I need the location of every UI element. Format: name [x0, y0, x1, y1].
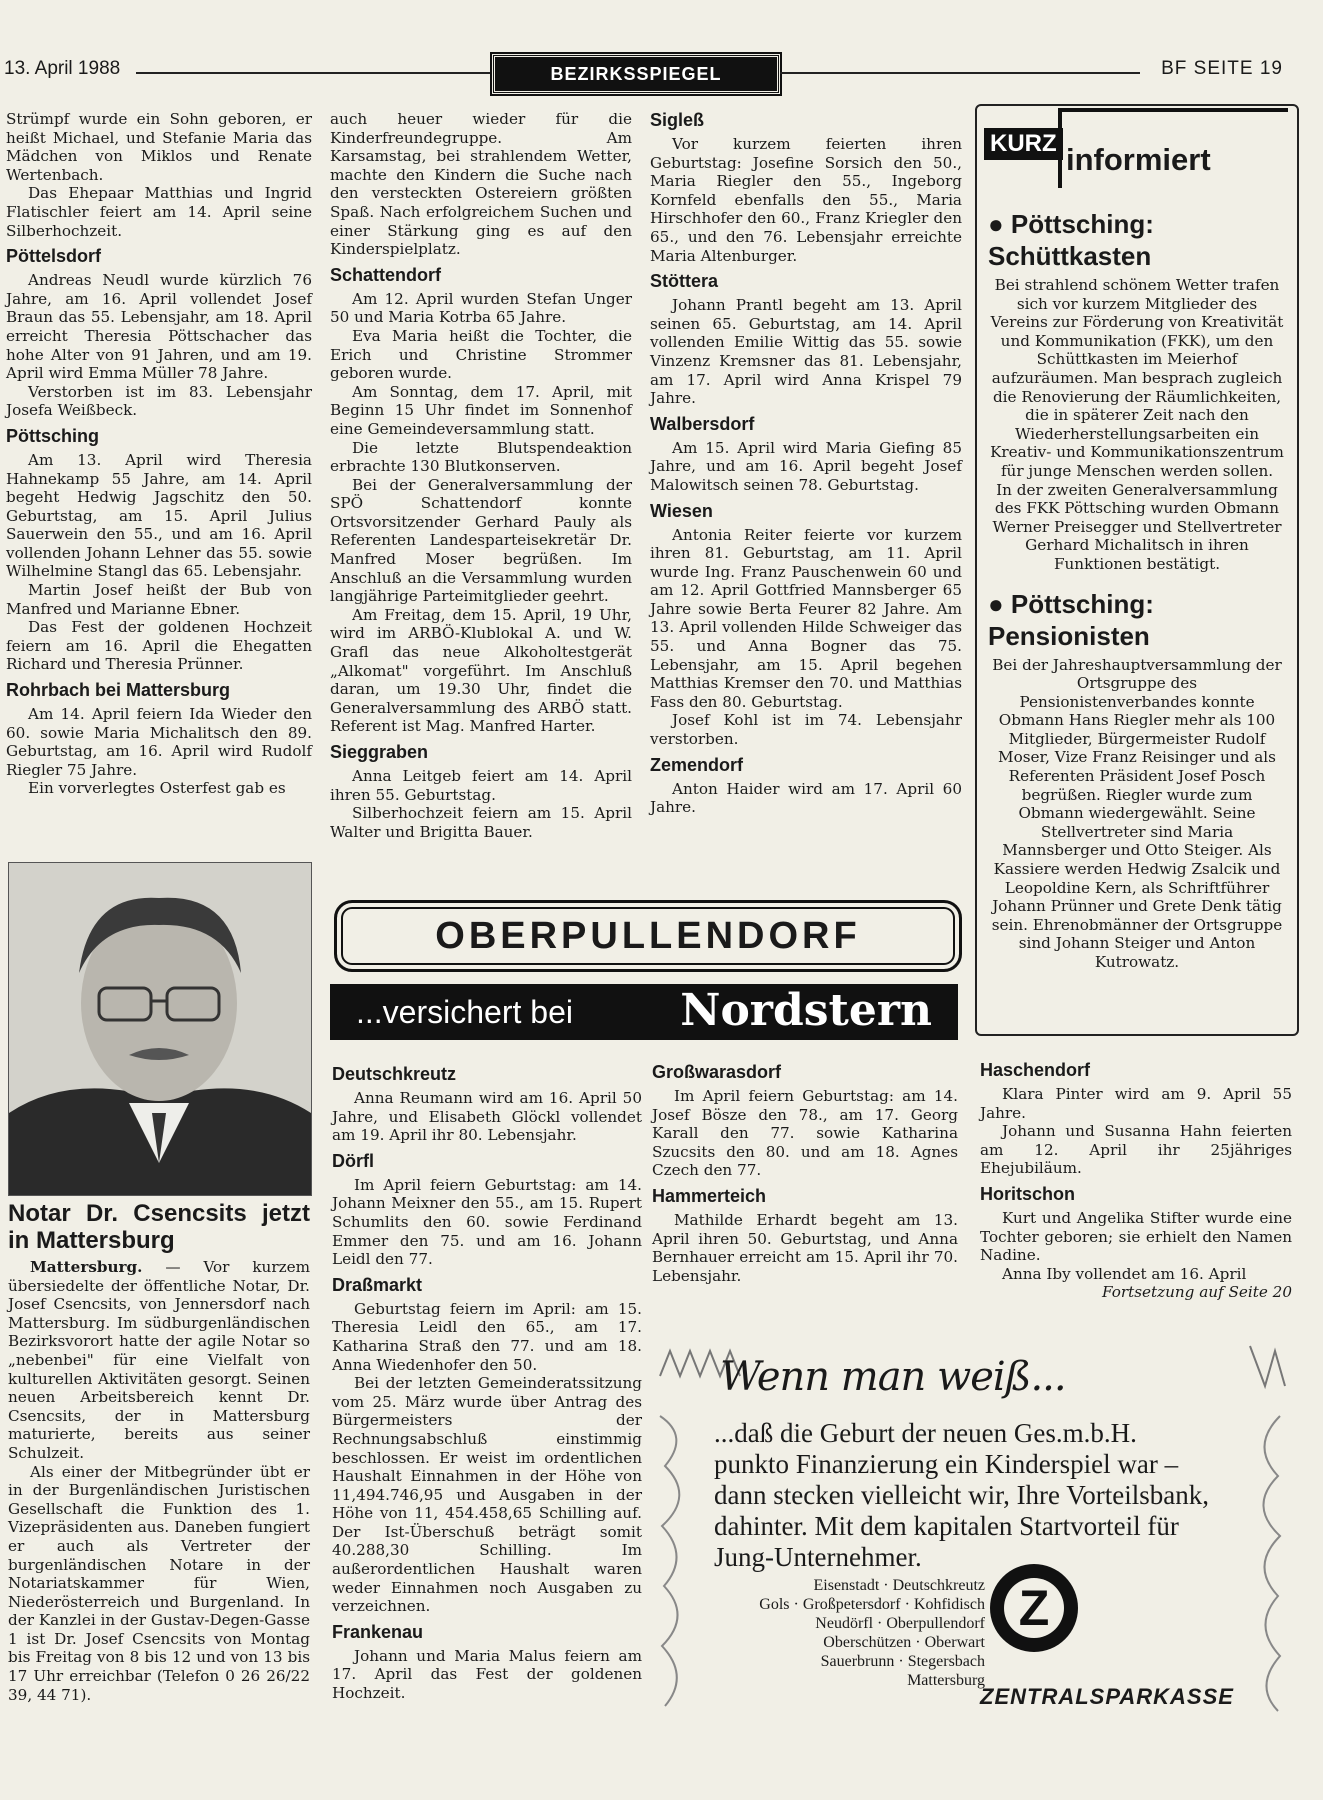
article-text: Vor kurzem feierten ihren Geburtstag: Josefine Sorsich den 50., Maria Riegler den 55., Ingeborg Kornfeld ebenfalls den 55., Maria Hirschhofer den 60., Franz Kriegler den 65., und den 76. Lebensjahr erreichte Maria Altenburger.: [650, 135, 962, 265]
article-text: Am Freitag, dem 15. April, 19 Uhr, wird im ARBÖ-Klublokal A. und W. Grafl das neue Alkoholtestgerät „Alkomat" vorgeführt. Im Anschluß daran, um 19.30 Uhr, findet die Generalversammlung des ARBÖ statt. Referent ist Mag. Manfred Harter.: [330, 605, 632, 736]
article-text: Johann und Maria Malus feiern am 17. April das Fest der goldenen Hochzeit.: [332, 1646, 642, 1703]
branch-line: Sauerbrunn · Stegersbach: [820, 1653, 985, 1670]
notar-headline: Notar Dr. Csencsits jetzt in Mattersburg: [8, 1200, 310, 1254]
article-text: In der zweiten Generalversammlung des FKK Pöttsching wurden Obmann Werner Preisegger und Stellvertreter Gerhard Michalitsch in ihren Funktionen bestätigt.: [992, 480, 1282, 573]
bank-logo: [990, 1564, 1078, 1652]
ad-headline: Wenn man weiß...: [720, 1354, 1066, 1400]
article-text: Am 14. April feiern Ida Wieder den 60. sowie Maria Michalitsch den 89. Geburtstag, am 16. April wird Rudolf Riegler 75 Jahre.: [6, 705, 312, 779]
article-text: Anna Reumann wird am 16. April 50 Jahre, und Elisabeth Glöckl vollendet am 19. April ihr 80. Lebensjahr.: [332, 1089, 642, 1145]
section-heading: Großwarasdorf: [652, 1062, 782, 1082]
section-heading: Pöttelsdorf: [6, 246, 102, 267]
article-text: Im April feiern Geburtstag: am 14. Josef Bösze den 78., am 17. Georg Karall den 77. sowie Katharina Szucsits den 80. und am 18. Agnes Czech den 77.: [652, 1087, 958, 1180]
article-text: Am Sonntag, dem 17. April, mit Beginn 15 Uhr findet im Sonnenhof eine Gemeindeversammlung statt.: [330, 382, 632, 438]
branch-line: Neudörfl · Oberpullendorf: [815, 1615, 985, 1632]
portrait-illustration: [9, 863, 311, 1195]
article-text: Johann und Susanna Hahn feierten am 12. April ihr 25jähriges Ehejubiläum.: [980, 1122, 1292, 1178]
section-heading: Hammerteich: [652, 1185, 767, 1206]
article-text: Die letzte Blutspendeaktion erbrachte 130 Blutkonserven.: [330, 438, 632, 476]
article-text: Silberhochzeit feiern am 15. April Walter und Brigitta Bauer.: [330, 804, 632, 841]
sponsor-name: Nordstern: [680, 985, 932, 1036]
sponsor-tagline: ...versichert bei: [356, 994, 573, 1030]
article-text: Martin Josef heißt der Bub von Manfred und Marianne Ebner.: [6, 581, 312, 618]
article-text: Strümpf wurde ein Sohn geboren, er heißt Michael, und Stefanie Maria das Mädchen von Miklos und Renate Wertenbach.: [6, 110, 312, 184]
section-heading: Horitschon: [980, 1183, 1076, 1204]
branch-line: Eisenstadt · Deutschkreutz: [813, 1577, 985, 1594]
scribble-right: [1240, 1396, 1294, 1716]
kurz-label: KURZ: [984, 128, 1063, 160]
notar-article: [8, 1200, 310, 1704]
article-text: Eva Maria heißt die Tochter, die Erich und Christine Strommer geboren wurde.: [330, 326, 632, 383]
article-text: Ein vorverlegtes Osterfest gab es: [28, 779, 286, 798]
column-6: [980, 1054, 1292, 1302]
ad-body: ...daß die Geburt der neuen Ges.m.b.H. punkto Finanzierung ein Kinderspiel war – dann stecken vielleicht wir, Ihre Vorteilsbank, dahinter. Mit dem kapitalen Startvorteil für Jung-Unternehmer.: [714, 1418, 1210, 1572]
bank-advertisement: [650, 1336, 1294, 1732]
article-text: auch heuer wieder für die Kinderfreundegruppe. Am Karsamstag, bei strahlendem Wetter, machte den Kindern die Suche nach den versteckten Ostereiern größten Spaß. Nach erfolgreichem Suchen und einer Stärkung ging es auf den Kinderspielplatz.: [330, 110, 632, 259]
branch-line: Mattersburg: [907, 1672, 985, 1689]
article-text: Antonia Reiter feierte vor kurzem ihren 81. Geburtstag, am 11. April wurde Ing. Franz Pauschenwein 60 und am 12. April Gottfried Mannsberger 65 Jahre sowie Berta Feurer 82 Jahre. Am 13. April vollenden Hilde Schweiger das 55. und Anna Bogner das 75. Lebensjahr, am 15. April begehen Matthias Kremser den 70. und Matthias Fass den 80. Geburtstag.: [650, 525, 962, 711]
article-text: Mathilde Erhardt begeht am 13. April ihren 50. Geburtstag, und Anna Bernhauer erreicht am 15. April ihr 70. Lebensjahr.: [652, 1210, 958, 1285]
article-text: Bei der Jahreshauptversammlung der Ortsgruppe des Pensionistenverbandes konnte Obmann Hans Riegler mehr als 100 Mitglieder, Bürgermeister Rudolf Moser, Vize Franz Reisinger und als Referenten Präsident Josef Posch begrüßen. Riegler wurde zum Obmann wiedergewählt. Seine Stellvertreter sind Maria Mannsberger und Otto Steiger. Als Kassiere werden Hedwig Zsalcik und Leopoldine Kern, als Schriftführer Johann Prünner und Grete Denk tätig sein. Ehrenobmänner der Ortsgruppe sind Johann Steiger und Anton Kutrowatz.: [991, 655, 1283, 971]
branch-line: Oberschützen · Oberwart: [823, 1634, 985, 1651]
article-text: Anna Iby vollendet am 16. April: [1002, 1264, 1247, 1283]
branch-line: Gols · Großpetersdorf · Kohfidisch: [759, 1596, 985, 1613]
section-heading: Sigleß: [650, 110, 705, 130]
section-heading: Wiesen: [650, 500, 713, 521]
article-text: Am 12. April wurden Stefan Unger 50 und Maria Kotrba 65 Jahre.: [330, 289, 632, 327]
article-text: Bei der Generalversammlung der SPÖ Schattendorf konnte Ortsvorsitzender Gerhard Pauly als Referenten Landesparteisekretär Dr. Manfred Moser begrüßen. Im Anschluß an die Versammlung wurden langjährige Parteimitglieder geehrt.: [330, 475, 632, 606]
article-text: Am 13. April wird Theresia Hahnekamp 55 Jahre, am 14. April begeht Hedwig Jagschitz den 50. Geburtstag, am 15. April Julius Sauerwein den 55., und am 16. April vollenden Johann Lehner das 55. sowie Wilhelmine Stangl das 65. Lebensjahr.: [6, 450, 312, 581]
article-text: Im April feiern Geburtstag: am 14. Johann Meixner den 55., am 15. Rupert Schumlits den 60. sowie Ferdinand Emmer den 75. und am 16. Johann Leidl den 77.: [332, 1175, 642, 1269]
section-heading: Sieggraben: [330, 742, 429, 762]
brief-heading: ● Pöttsching: Pensionisten: [988, 588, 1154, 651]
section-heading: Deutschkreutz: [332, 1064, 457, 1084]
bank-name: ZENTRALSPARKASSE: [980, 1684, 1234, 1709]
column-3: [650, 104, 962, 817]
section-heading: Frankenau: [332, 1621, 424, 1642]
district-banner: OBERPULLENDORF: [334, 900, 962, 972]
section-heading: Dörfl: [332, 1150, 374, 1171]
column-2: [330, 110, 632, 841]
article-text: Klara Pinter wird am 9. April 55 Jahre.: [980, 1085, 1292, 1122]
logo-bar: [1058, 108, 1062, 188]
article-text: Verstorben ist im 83. Lebensjahr Josefa Weißbeck.: [6, 382, 312, 420]
section-heading: Rohrbach bei Mattersburg: [6, 680, 231, 701]
section-heading: Haschendorf: [980, 1060, 1091, 1080]
kurz-informiert-logo: [980, 108, 1290, 188]
column-5: [652, 1056, 958, 1285]
continued-note: Fortsetzung auf Seite 20: [1102, 1283, 1292, 1302]
section-heading: Draßmarkt: [332, 1274, 423, 1295]
sponsor-bar: [330, 984, 958, 1040]
article-text: Anna Leitgeb feiert am 14. April ihren 55. Geburtstag.: [330, 767, 632, 804]
portrait-photo: [8, 862, 312, 1196]
article-text: Josef Kohl ist im 74. Lebensjahr verstorben.: [650, 711, 962, 749]
article-text: Johann Prantl begeht am 13. April seinen 65. Geburtstag, am 14. April vollenden Emilie Wittig das 55. sowie Vinzenz Kremsner das 81. Lebensjahr, am 17. April wird Anna Krispel 79 Jahre.: [650, 296, 962, 408]
logo-bar: [1058, 108, 1288, 112]
article-text: — Vor kurzem übersiedelte der öffentliche Notar, Dr. Josef Csencsits, von Jennersdorf nach Mattersburg. Im südburgenländischen Bezirksvorort hatte der agile Notar so „nebenbei" für eine Vielfalt von kulturellen Aktivitäten gesorgt. Seinen neuen Arbeitsbereich kennt Dr. Csencsits, der in Mattersburg maturierte, bereits aus seiner Schulzeit.: [8, 1258, 310, 1462]
header-rule-right: [780, 72, 1140, 74]
page-number: BF SEITE 19: [1161, 58, 1283, 79]
article-text: Das Fest der goldenen Hochzeit feiern am 16. April die Ehegatten Richard und Theresia Prünner.: [6, 618, 312, 674]
article-text: Andreas Neudl wurde kürzlich 76 Jahre, am 16. April vollendet Josef Braun das 55. Lebensjahr, am 18. April erreicht Theresia Pöttschacher das hohe Alter von 91 Jahren, und am 19. April wird Emma Müller 78 Jahre.: [6, 271, 312, 383]
logo-letter: Z: [1018, 1580, 1050, 1636]
header-rule-left: [136, 72, 490, 74]
article-text: Bei der letzten Gemeinderatssitzung vom 25. März wurde über Antrag des Bürgermeisters der Rechnungsabschluß einstimmig beschlossen. Er weist im ordentlichen Haushalt Einnahmen in der Höhe von 11,494.746,95 und Ausgaben in der Höhe von 11, 454.458,65 Schilling auf. Der Ist-Überschuß beträgt somit 40.288,30 Schilling. Im außerordentlichen Haushalt waren weder Einnahmen noch Ausgaben zu verzeichnen.: [332, 1374, 642, 1616]
article-text: Am 15. April wird Maria Giefing 85 Jahre, und am 16. April begeht Josef Malowitsch seinen 78. Geburtstag.: [650, 438, 962, 494]
section-heading: Walbersdorf: [650, 413, 755, 434]
article-text: Kurt und Angelika Stifter wurde eine Tochter geboren; sie erhielt den Namen Nadine.: [980, 1208, 1292, 1265]
column-1: [6, 110, 312, 798]
article-text: Das Ehepaar Matthias und Ingrid Flatischler feiert am 14. April seine Silberhochzeit.: [6, 184, 312, 240]
branch-list: [650, 1576, 985, 1690]
notar-paragraph-1: [8, 1258, 310, 1463]
article-text: Als einer der Mitbegründer übt er in der Burgenländischen Juristischen Gesellschaft die Funktion des 1. Vizepräsidenten aus. Daneben fungiert er auch als Vertreter der burgenländischen Notare in der Notariatskammer für Wien, Niederösterreich und Burgenland. In der Kanzlei in der Gustav-Degen-Gasse 1 ist Dr. Josef Csencsits von Montag bis Freitag von 8 bis 12 und von 13 bis 17 Uhr erreichbar (Telefon 0 26 26/22 39, 44 71).: [8, 1462, 310, 1704]
issue-date: 13. April 1988: [4, 58, 121, 79]
article-text: Anton Haider wird am 17. April 60 Jahre.: [650, 779, 962, 817]
section-heading: Stöttera: [650, 271, 719, 292]
section-masthead: BEZIRKSSPIEGEL: [492, 54, 780, 94]
kurz-informiert-content: [988, 204, 1286, 972]
column-4: [332, 1058, 642, 1703]
section-heading: Zemendorf: [650, 754, 744, 775]
brief-heading: ● Pöttsching: Schüttkasten: [988, 209, 1154, 271]
dateline: Mattersburg.: [30, 1258, 143, 1276]
section-heading: Pöttsching: [6, 425, 99, 446]
article-text: Bei strahlend schönem Wetter trafen sich vor kurzem Mitglieder des Vereins zur Förderung von Kreativität und Kommunikation (FKK), um den Schüttkasten im Meierhof aufzuräumen. Man besprach zugleich die Renovierung der Räumlichkeiten, die in späterer Zeit nach den Wiederherstellungsarbeiten ein Kreativ- und Kommunikationszentrum für junge Menschen werden sollen.: [990, 276, 1284, 480]
section-heading: Schattendorf: [330, 264, 442, 285]
article-text: Geburtstag feiern im April: am 15. Theresia Leidl den 65., am 17. Katharina Straß den 77. und am 18. Anna Wiedenhofer den 50.: [332, 1299, 642, 1374]
informiert-word: informiert: [1066, 142, 1211, 177]
